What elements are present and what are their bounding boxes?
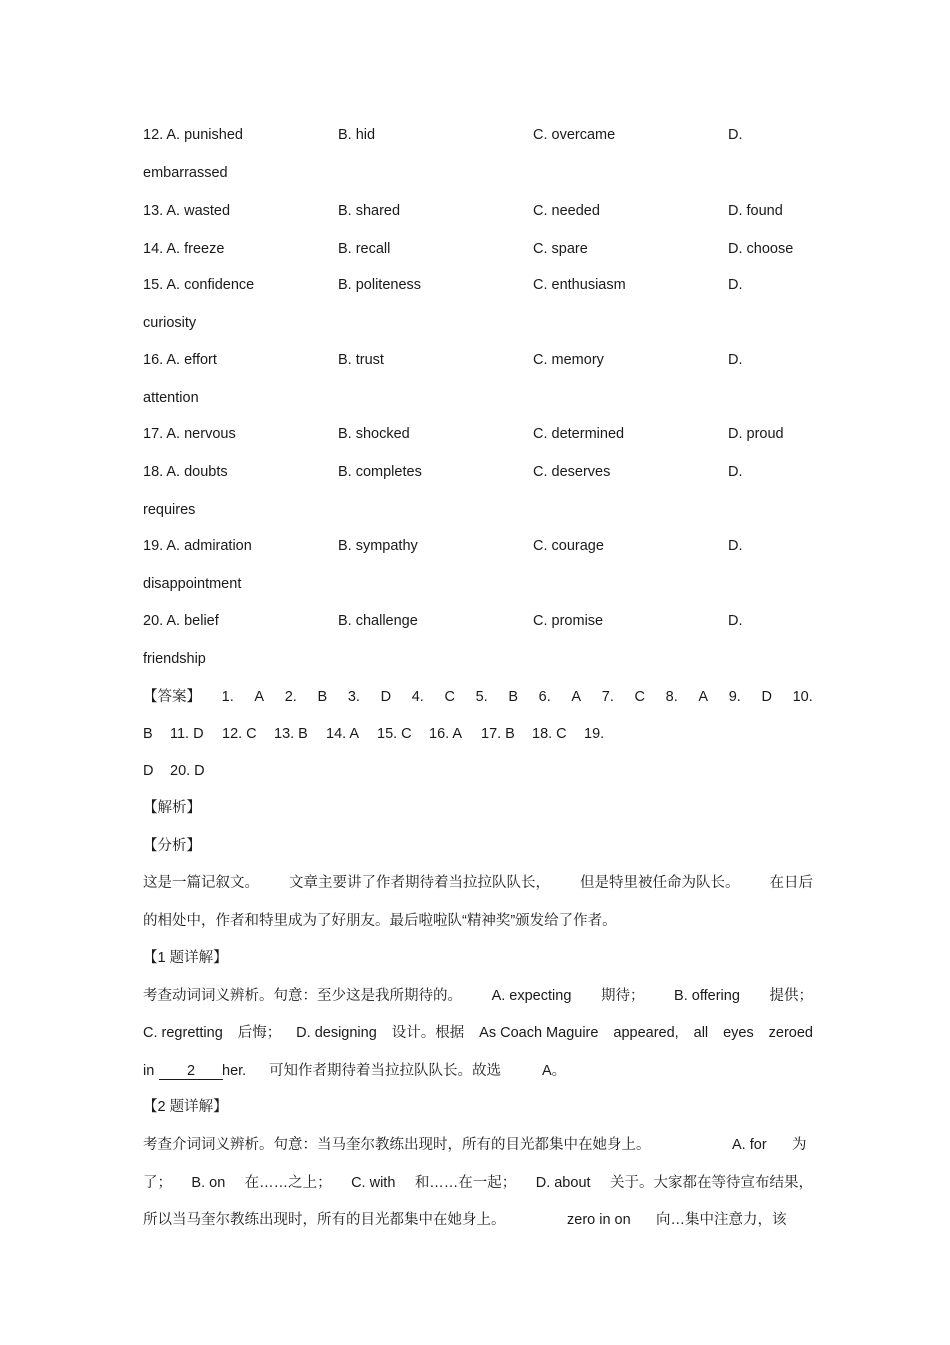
q2-line-2 <box>143 1172 813 1194</box>
option-d-wrap: disappointment <box>143 576 242 592</box>
q1-text: 考查动词词义辨析。句意：至少这是我所期待的。 <box>143 988 462 1004</box>
option-d: D. found <box>728 203 783 219</box>
summary-text: 这是一篇记叙文。 <box>143 875 259 891</box>
q1-text: 期待； <box>600 988 645 1004</box>
q2-text: 所以当马奎尔教练出现时，所有的目光都集中在她身上。 <box>143 1212 506 1228</box>
option-a: 19. A. admiration <box>143 538 252 554</box>
option-a: 14. A. freeze <box>143 241 225 257</box>
option-d-wrap: curiosity <box>143 315 197 331</box>
option-b: B. sympathy <box>338 538 418 554</box>
q2-heading: 【2 题详解】 <box>143 1099 228 1115</box>
q2-text: 向…集中注意力，该 <box>656 1212 787 1228</box>
option-d: D. proud <box>728 426 784 442</box>
q1-answer: A。 <box>542 1063 567 1079</box>
answer-token: 16. A <box>429 726 463 742</box>
option-c: C. needed <box>533 203 600 219</box>
q1-text: C. regretting <box>143 1025 223 1041</box>
answer-token: C <box>634 689 645 705</box>
q1-line-3 <box>143 1060 813 1082</box>
q1-heading: 【1 题详解】 <box>143 950 228 966</box>
q2-text: 关于。大家都在等待宣布结果， <box>609 1175 813 1191</box>
option-d: D. <box>728 127 743 143</box>
q2-text: 考查介词词义辨析。句意：当马奎尔教练出现时，所有的目光都集中在她身上。 <box>143 1137 651 1153</box>
option-b: B. shared <box>338 203 401 219</box>
answer-token: 11. D <box>170 726 204 742</box>
q1-text: her. <box>222 1063 247 1079</box>
q1-text: A. expecting <box>491 988 572 1004</box>
option-d: D. <box>728 352 743 368</box>
answer-token: 1. <box>221 689 234 705</box>
answer-token: 19. <box>584 726 605 742</box>
option-a: 20. A. belief <box>143 613 219 629</box>
option-row <box>143 610 813 632</box>
summary-text: 文章主要讲了作者期待着当拉拉队队长， <box>289 875 550 891</box>
answer-token: 10. <box>792 689 813 705</box>
answer-token: 5. <box>475 689 488 705</box>
option-c: C. spare <box>533 241 588 257</box>
q2-line-3 <box>143 1209 813 1231</box>
option-d: D. <box>728 538 743 554</box>
answer-line-3 <box>143 760 223 782</box>
option-b: B. completes <box>338 464 422 480</box>
answer-token: 15. C <box>377 726 412 742</box>
answer-token: B <box>143 726 153 742</box>
q2-text: 和……在一起； <box>414 1175 517 1191</box>
q1-text: B. offering <box>674 988 740 1004</box>
q1-text: in <box>143 1063 155 1079</box>
q1-text: zeroed <box>768 1025 813 1041</box>
q2-text: C. with <box>351 1175 396 1191</box>
option-b: B. trust <box>338 352 384 368</box>
option-d-wrap: attention <box>143 390 199 406</box>
option-c: C. overcame <box>533 127 616 143</box>
option-a: 13. A. wasted <box>143 203 231 219</box>
answer-token: 13. B <box>274 726 308 742</box>
option-b: B. shocked <box>338 426 410 442</box>
option-row <box>143 124 813 146</box>
q2-text: zero in on <box>567 1212 631 1228</box>
option-a: 18. A. doubts <box>143 464 228 480</box>
option-a: 15. A. confidence <box>143 277 255 293</box>
option-d: D. <box>728 464 743 480</box>
option-b: B. challenge <box>338 613 418 629</box>
q2-text: A. for <box>732 1137 767 1153</box>
answer-token: 3. <box>347 689 360 705</box>
option-row <box>143 349 813 371</box>
q1-line-2 <box>143 1022 813 1044</box>
option-a: 12. A. punished <box>143 127 243 143</box>
blank-number: 2 <box>159 1063 223 1080</box>
q1-text: eyes <box>723 1025 754 1041</box>
answer-token: 17. B <box>481 726 515 742</box>
answer-token: D <box>143 763 154 779</box>
answer-token: 8. <box>665 689 678 705</box>
answer-token: D <box>380 689 392 705</box>
option-a: 17. A. nervous <box>143 426 236 442</box>
q1-text: appeared, <box>613 1025 679 1041</box>
answer-token: 6. <box>538 689 551 705</box>
analysis-heading: 【解析】 <box>143 800 201 816</box>
option-d-wrap: friendship <box>143 651 206 667</box>
q2-text: 了； <box>143 1175 172 1191</box>
answer-token: 7. <box>601 689 614 705</box>
option-row <box>143 461 813 483</box>
option-d: D. <box>728 613 743 629</box>
q1-text: As Coach Maguire <box>479 1025 599 1041</box>
q1-text: D. designing <box>296 1025 377 1041</box>
option-row <box>143 238 813 260</box>
q2-text: D. about <box>535 1175 591 1191</box>
option-row <box>143 200 813 222</box>
answer-token: 12. C <box>222 726 257 742</box>
option-d-wrap: requires <box>143 502 196 518</box>
option-a: 16. A. effort <box>143 352 217 368</box>
q1-text: 后悔； <box>237 1025 282 1041</box>
answer-token: 20. D <box>170 763 205 779</box>
summary-line-2: 的相处中，作者和特里成为了好朋友。最后啦啦队“精神奖”颁发给了作者。 <box>143 913 617 929</box>
answer-token: B <box>508 689 519 705</box>
summary-text: 但是特里被任命为队长。 <box>580 875 740 891</box>
option-d-wrap: embarrassed <box>143 165 228 181</box>
q1-line-1 <box>143 985 813 1007</box>
answer-token: A <box>254 689 265 705</box>
q2-text: 为 <box>792 1137 807 1153</box>
answer-token: 【答案】 <box>143 689 201 705</box>
q2-text: 在……之上； <box>244 1175 332 1191</box>
summary-text: 在日后 <box>769 875 813 891</box>
answer-token: B <box>317 689 328 705</box>
option-c: C. courage <box>533 538 604 554</box>
answer-token: C <box>444 689 455 705</box>
q1-text: all <box>693 1025 709 1041</box>
answer-token: 2. <box>284 689 297 705</box>
option-row <box>143 423 813 445</box>
q1-text: 设计。根据 <box>391 1025 465 1041</box>
answer-token: A <box>571 689 582 705</box>
q2-line-1 <box>143 1134 813 1156</box>
option-d: D. <box>728 277 743 293</box>
option-c: C. determined <box>533 426 625 442</box>
option-d: D. choose <box>728 241 794 257</box>
option-c: C. enthusiasm <box>533 277 626 293</box>
summary-line-1 <box>143 872 813 894</box>
blank <box>159 1060 223 1082</box>
answer-token: 4. <box>411 689 424 705</box>
option-row <box>143 274 813 296</box>
answer-token: 14. A <box>326 726 360 742</box>
answer-line-2 <box>143 723 613 745</box>
option-row <box>143 535 813 557</box>
answer-line-1 <box>143 686 813 708</box>
q1-text: 提供； <box>769 988 813 1004</box>
answer-token: 18. C <box>532 726 567 742</box>
option-b: B. politeness <box>338 277 422 293</box>
q2-text: B. on <box>191 1175 226 1191</box>
summary-heading: 【分析】 <box>143 838 201 854</box>
answer-token: 9. <box>728 689 741 705</box>
option-c: C. promise <box>533 613 604 629</box>
option-c: C. memory <box>533 352 604 368</box>
option-b: B. hid <box>338 127 376 143</box>
answer-token: A <box>698 689 709 705</box>
q1-text: 可知作者期待着当拉拉队队长。故选 <box>269 1063 501 1079</box>
option-c: C. deserves <box>533 464 611 480</box>
answer-token: D <box>761 689 772 705</box>
option-b: B. recall <box>338 241 391 257</box>
